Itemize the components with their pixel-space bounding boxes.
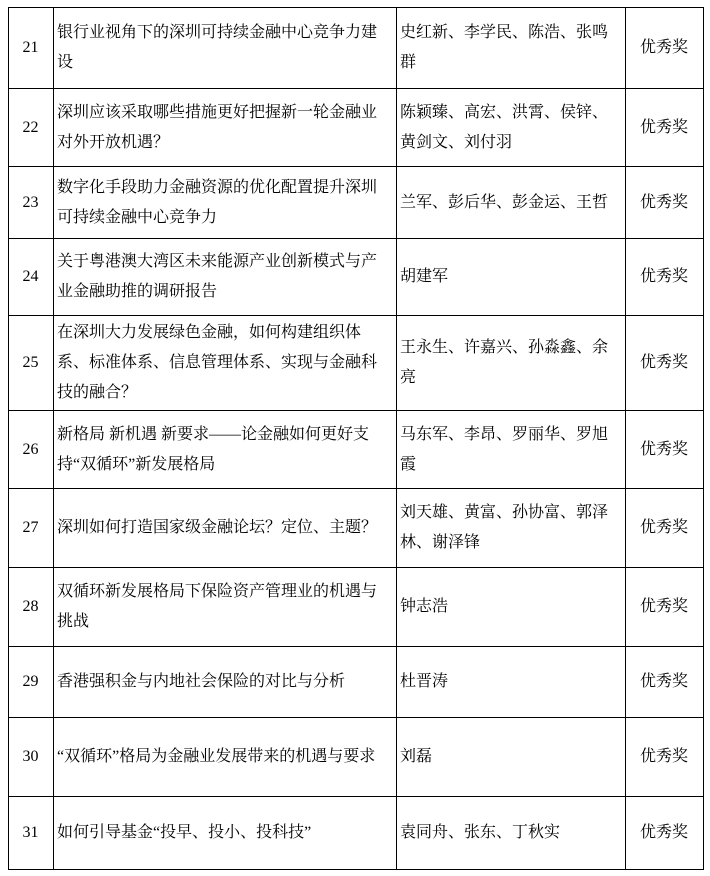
table-row xyxy=(9,718,704,797)
row-number-cell: 28 xyxy=(9,568,54,647)
entry-title-cell: 如何引导基金“投早、投小、投科技” xyxy=(54,797,397,870)
award-badge-cell: 优秀奖 xyxy=(626,568,704,647)
entry-authors-cell: 王永生、许嘉兴、孙淼鑫、余亮 xyxy=(397,316,626,411)
entry-authors-cell: 马东军、李昂、罗丽华、罗旭霞 xyxy=(397,411,626,489)
award-badge-cell: 优秀奖 xyxy=(626,411,704,489)
row-number-cell: 24 xyxy=(9,239,54,316)
table-row xyxy=(9,239,704,316)
table-row xyxy=(9,797,704,870)
table-row xyxy=(9,167,704,239)
award-badge-cell: 优秀奖 xyxy=(626,647,704,718)
awards-table xyxy=(8,7,704,870)
row-number-cell: 23 xyxy=(9,167,54,239)
award-badge-cell: 优秀奖 xyxy=(626,316,704,411)
table-row xyxy=(9,411,704,489)
entry-title-cell: “双循环”格局为金融业发展带来的机遇与要求 xyxy=(54,718,397,797)
entry-authors-cell: 胡建军 xyxy=(397,239,626,316)
row-number-cell: 27 xyxy=(9,489,54,568)
award-badge-cell: 优秀奖 xyxy=(626,8,704,89)
row-number-cell: 30 xyxy=(9,718,54,797)
entry-authors-cell: 刘天雄、黄富、孙协富、郭泽林、谢泽锋 xyxy=(397,489,626,568)
entry-title-cell: 双循环新发展格局下保险资产管理业的机遇与挑战 xyxy=(54,568,397,647)
award-badge-cell: 优秀奖 xyxy=(626,239,704,316)
row-number-cell: 31 xyxy=(9,797,54,870)
entry-title-cell: 深圳如何打造国家级金融论坛？定位、主题？ xyxy=(54,489,397,568)
row-number-cell: 21 xyxy=(9,8,54,89)
entry-authors-cell: 史红新、李学民、陈浩、张鸣群 xyxy=(397,8,626,89)
entry-title-cell: 深圳应该采取哪些措施更好把握新一轮金融业对外开放机遇？ xyxy=(54,89,397,167)
entry-title-cell: 数字化手段助力金融资源的优化配置提升深圳可持续金融中心竞争力 xyxy=(54,167,397,239)
entry-title-cell: 香港强积金与内地社会保险的对比与分析 xyxy=(54,647,397,718)
award-badge-cell: 优秀奖 xyxy=(626,489,704,568)
award-badge-cell: 优秀奖 xyxy=(626,89,704,167)
awards-table-body xyxy=(9,8,704,870)
entry-title-cell: 关于粤港澳大湾区未来能源产业创新模式与产业金融助推的调研报告 xyxy=(54,239,397,316)
entry-authors-cell: 陈颖臻、高宏、洪霄、侯锌、黄剑文、刘付羽 xyxy=(397,89,626,167)
table-row xyxy=(9,647,704,718)
table-row xyxy=(9,316,704,411)
entry-authors-cell: 刘磊 xyxy=(397,718,626,797)
entry-authors-cell: 杜晋涛 xyxy=(397,647,626,718)
entry-authors-cell: 钟志浩 xyxy=(397,568,626,647)
entry-title-cell: 新格局 新机遇 新要求——论金融如何更好支持“双循环”新发展格局 xyxy=(54,411,397,489)
table-row xyxy=(9,89,704,167)
entry-title-cell: 在深圳大力发展绿色金融，如何构建组织体系、标准体系、信息管理体系、实现与金融科技的融合？ xyxy=(54,316,397,411)
row-number-cell: 26 xyxy=(9,411,54,489)
row-number-cell: 22 xyxy=(9,89,54,167)
table-row xyxy=(9,489,704,568)
row-number-cell: 25 xyxy=(9,316,54,411)
entry-title-cell: 银行业视角下的深圳可持续金融中心竞争力建设 xyxy=(54,8,397,89)
table-row xyxy=(9,568,704,647)
entry-authors-cell: 袁同舟、张东、丁秋实 xyxy=(397,797,626,870)
award-badge-cell: 优秀奖 xyxy=(626,718,704,797)
award-badge-cell: 优秀奖 xyxy=(626,167,704,239)
entry-authors-cell: 兰军、彭后华、彭金运、王哲 xyxy=(397,167,626,239)
award-badge-cell: 优秀奖 xyxy=(626,797,704,870)
row-number-cell: 29 xyxy=(9,647,54,718)
table-row xyxy=(9,8,704,89)
